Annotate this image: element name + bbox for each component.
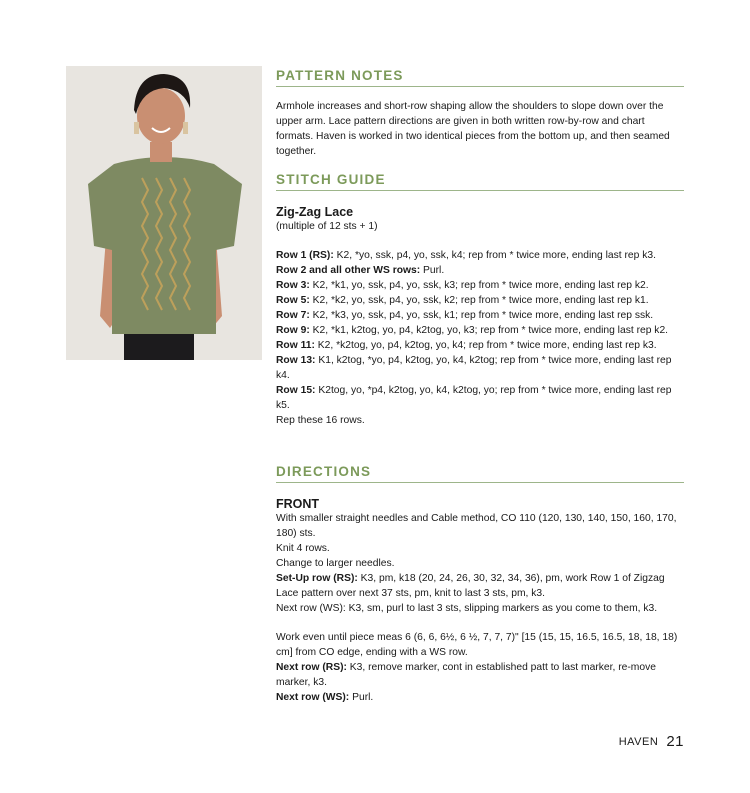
- next-row-ws-label: Next row (WS):: [276, 692, 350, 703]
- pattern-notes-section: [276, 68, 684, 159]
- stitch-row-label: Row 5:: [276, 295, 310, 306]
- pattern-notes-text: Armhole increases and short-row shaping allow the shoulders to slope down over the upper arm. Lace pattern directions are given in both written row-by-row and chart formats. Haven is worked in two identical pieces from the bottom up, and then seamed together.: [276, 101, 670, 157]
- next-row-ws-text: Purl.: [349, 692, 374, 703]
- next-row-rs-label: Next row (RS):: [276, 662, 347, 673]
- model-photo-illustration: [66, 66, 262, 360]
- stitch-guide-section: [276, 172, 684, 428]
- stitch-row-label: Row 3:: [276, 280, 310, 291]
- setup-row-label: Set-Up row (RS):: [276, 573, 358, 584]
- stitch-multiple: (multiple of 12 sts + 1): [276, 221, 378, 232]
- stitch-guide-heading: STITCH GUIDE: [276, 172, 684, 191]
- front-title: FRONT: [276, 497, 320, 511]
- stitch-row-label: Row 15:: [276, 385, 316, 396]
- directions-line3: Change to larger needles.: [276, 558, 395, 569]
- stitch-row: [276, 293, 684, 308]
- directions-line2: Knit 4 rows.: [276, 543, 330, 554]
- stitch-row-label: Row 7:: [276, 310, 310, 321]
- model-photo: [66, 66, 262, 360]
- page-footer: [619, 733, 684, 750]
- stitch-row-text: K2tog, yo, *p4, k2tog, yo, k4, k2tog, yo; rep from * twice more, ending last rep k5.: [276, 385, 672, 411]
- stitch-repeat: Rep these 16 rows.: [276, 415, 365, 426]
- stitch-row: [276, 338, 684, 353]
- page-number: 21: [666, 733, 684, 750]
- stitch-row-label: Row 11:: [276, 340, 315, 351]
- zigzag-lace-title: Zig-Zag Lace: [276, 205, 354, 219]
- stitch-row-label: Row 13:: [276, 355, 316, 366]
- pattern-notes-heading: PATTERN NOTES: [276, 68, 684, 87]
- stitch-row-label: Row 1 (RS):: [276, 250, 334, 261]
- next-row-ws-first: Next row (WS): K3, sm, purl to last 3 sts, slipping markers as you come to them, k3.: [276, 603, 658, 614]
- stitch-row: [276, 323, 684, 338]
- stitch-row: [276, 248, 684, 263]
- stitch-row-text: Purl.: [420, 265, 445, 276]
- next-row-rs-text: K3, remove marker, cont in established patt to last marker, re-move marker, k3.: [276, 662, 656, 688]
- stitch-row-text: K2, *k1, yo, ssk, p4, yo, ssk, k3; rep from * twice more, ending last rep k2.: [309, 280, 649, 291]
- stitch-row-text: K1, k2tog, *yo, p4, k2tog, yo, k4, k2tog; rep from * twice more, ending last rep k4.: [276, 355, 672, 381]
- stitch-row: [276, 263, 684, 278]
- stitch-row-label: Row 2 and all other WS rows:: [276, 265, 421, 276]
- stitch-row: [276, 278, 684, 293]
- next-row-ws: [276, 690, 684, 705]
- directions-section: [276, 464, 684, 705]
- stitch-row: [276, 353, 684, 383]
- footer-title: HAVEN: [618, 736, 659, 748]
- work-even-text: Work even until piece meas 6 (6, 6, 6½, 6 ½, 7, 7, 7)" [15 (15, 15, 16.5, 16.5, 18, 18, 18) cm] from CO edge, ending with a WS row.: [276, 632, 678, 658]
- stitch-rows: [276, 248, 684, 413]
- stitch-row-text: K2, *k3, yo, ssk, p4, yo, ssk, k1; rep from * twice more, ending last rep ssk.: [309, 310, 654, 321]
- stitch-row-text: K2, *k2tog, yo, p4, k2tog, yo, k4; rep from * twice more, ending last rep k3.: [314, 340, 657, 351]
- stitch-row-text: K2, *k2, yo, ssk, p4, yo, ssk, k2; rep from * twice more, ending last rep k1.: [309, 295, 649, 306]
- next-row-rs: [276, 660, 684, 690]
- stitch-row: [276, 308, 684, 323]
- directions-heading: DIRECTIONS: [276, 464, 684, 483]
- setup-row: [276, 571, 684, 601]
- directions-line1: With smaller straight needles and Cable method, CO 110 (120, 130, 140, 150, 160, 170, 180) sts.: [276, 513, 677, 539]
- stitch-row-label: Row 9:: [276, 325, 310, 336]
- stitch-row-text: K2, *k1, k2tog, yo, p4, k2tog, yo, k3; rep from * twice more, ending last rep k2.: [309, 325, 669, 336]
- stitch-row-text: K2, *yo, ssk, p4, yo, ssk, k4; rep from * twice more, ending last rep k3.: [333, 250, 656, 261]
- stitch-row: [276, 383, 684, 413]
- setup-row-text: K3, pm, k18 (20, 24, 26, 30, 32, 34, 36), pm, work Row 1 of Zigzag Lace pattern over next 37 sts, pm, knit to last 3 sts, pm, k3.: [276, 573, 665, 599]
